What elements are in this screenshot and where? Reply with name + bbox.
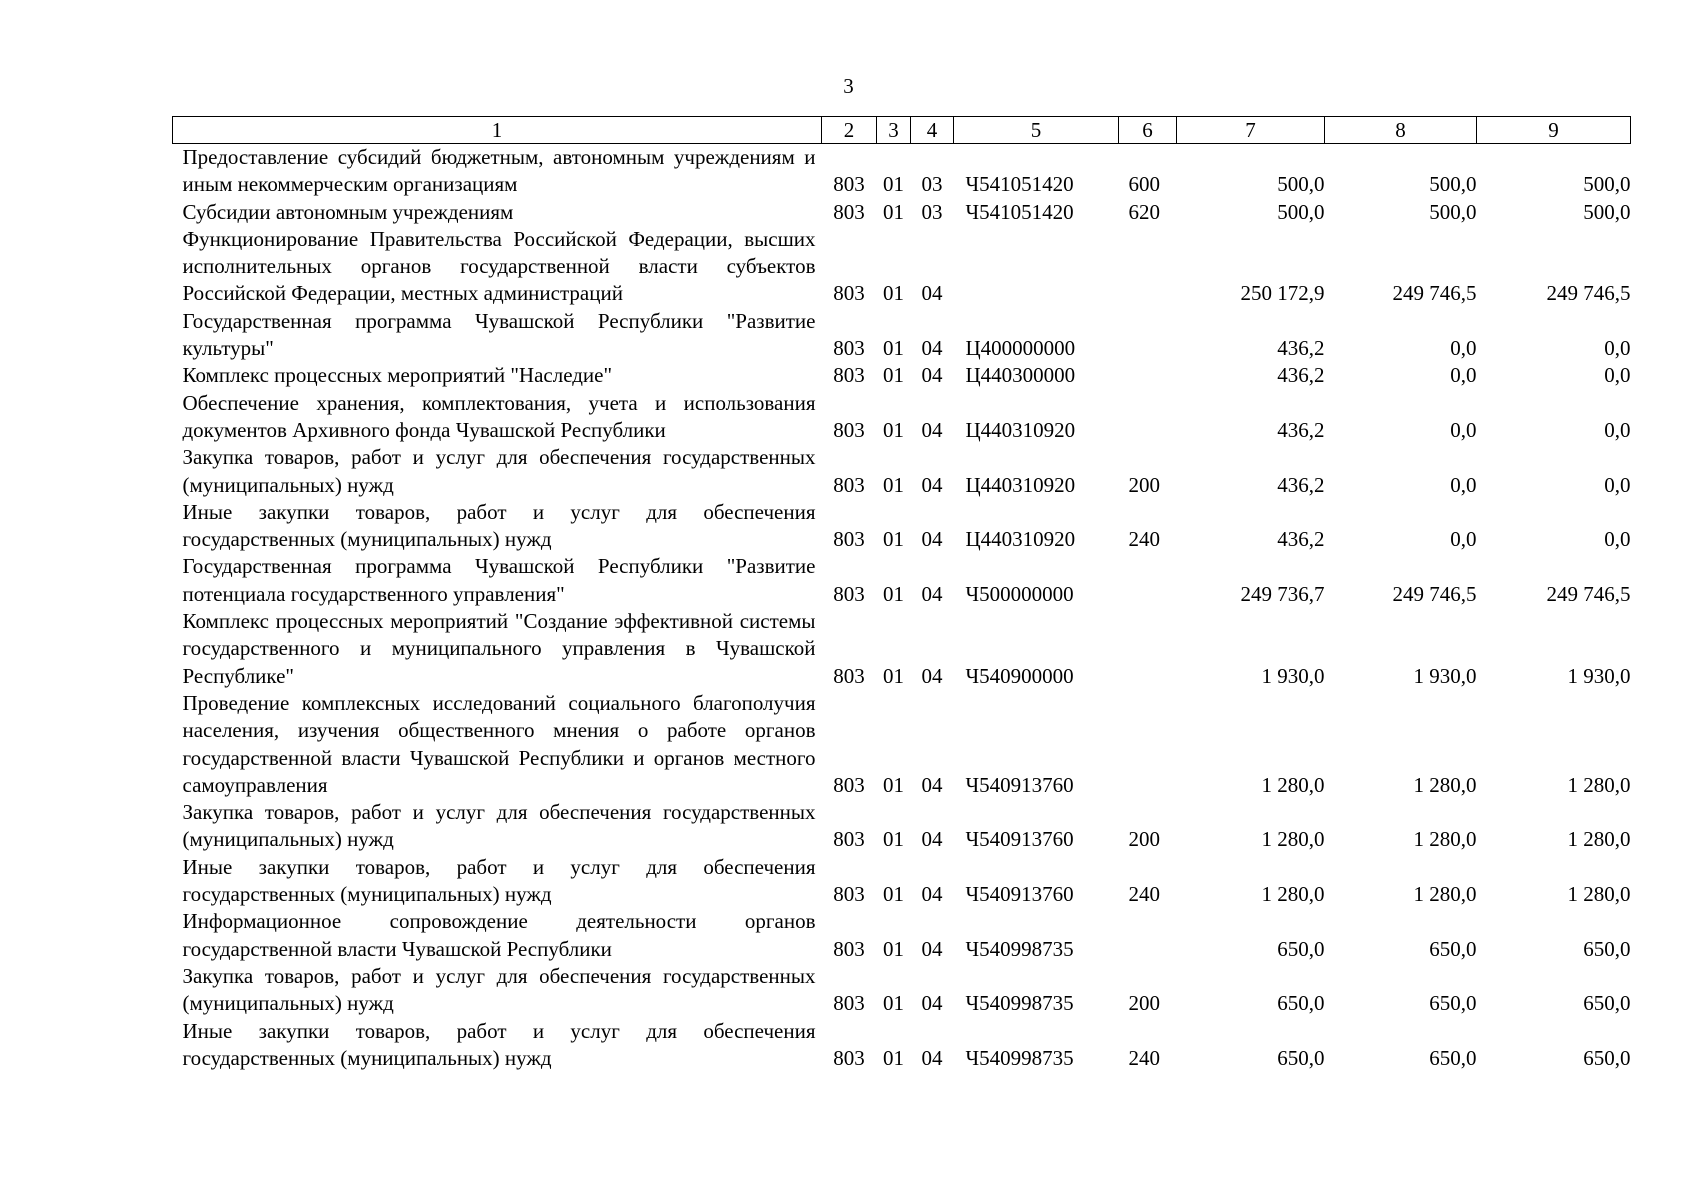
grbs-code-cell: 803 <box>833 472 865 497</box>
amount-col9-cell: 1 280,0 <box>1567 882 1631 907</box>
row-name-cell: Функционирование Правительства Российской Федерации, высших исполнительных органов государственной власти субъектов Российской Федерации, местных администраций <box>182 226 816 306</box>
target-article-cell: Ц440310920 <box>965 417 1076 442</box>
column-header: 1 <box>173 117 822 144</box>
section-code-cell: 01 <box>883 936 904 961</box>
target-article-cell: Ч540913760 <box>965 882 1074 907</box>
section-code-cell: 01 <box>883 581 904 606</box>
amount-col8-cell: 0,0 <box>1450 336 1477 361</box>
target-article-cell: Ц440310920 <box>965 527 1076 552</box>
target-article-cell: Ч500000000 <box>965 581 1074 606</box>
grbs-code-cell: 803 <box>833 1045 865 1070</box>
subsection-code-cell: 04 <box>921 663 943 688</box>
target-article-cell: Ч540998735 <box>965 991 1074 1016</box>
column-header: 4 <box>911 117 954 144</box>
amount-col8-cell: 650,0 <box>1429 1045 1477 1070</box>
amount-col8-cell: 1 280,0 <box>1413 882 1477 907</box>
section-code-cell: 01 <box>883 363 904 388</box>
subsection-code-cell: 04 <box>921 772 943 797</box>
target-article-cell: Ч540913760 <box>965 772 1074 797</box>
grbs-code-cell: 803 <box>833 199 865 224</box>
amount-col9-cell: 650,0 <box>1583 991 1631 1016</box>
column-header: 6 <box>1119 117 1177 144</box>
expense-type-cell: 620 <box>1128 199 1160 224</box>
amount-col7-cell: 1 280,0 <box>1261 827 1325 852</box>
column-header: 3 <box>877 117 911 144</box>
column-header: 9 <box>1477 117 1631 144</box>
subsection-code-cell: 04 <box>921 936 943 961</box>
section-code-cell: 01 <box>883 527 904 552</box>
grbs-code-cell: 803 <box>833 991 865 1016</box>
amount-col9-cell: 650,0 <box>1583 936 1631 961</box>
amount-col8-cell: 1 280,0 <box>1413 827 1477 852</box>
amount-col9-cell: 0,0 <box>1604 472 1631 497</box>
amount-col9-cell: 650,0 <box>1583 1045 1631 1070</box>
target-article-cell: Ч541051420 <box>965 172 1074 197</box>
table-body <box>173 144 1631 1073</box>
amount-col7-cell: 650,0 <box>1277 936 1325 961</box>
section-code-cell: 01 <box>883 663 904 688</box>
amount-col8-cell: 0,0 <box>1450 527 1477 552</box>
amount-col8-cell: 0,0 <box>1450 363 1477 388</box>
amount-col9-cell: 249 746,5 <box>1546 581 1631 606</box>
subsection-code-cell: 04 <box>921 827 943 852</box>
amount-col7-cell: 249 736,7 <box>1240 581 1325 606</box>
table-row <box>173 499 1631 554</box>
target-article-cell: Ч540900000 <box>965 663 1074 688</box>
amount-col8-cell: 650,0 <box>1429 991 1477 1016</box>
section-code-cell: 01 <box>883 336 904 361</box>
grbs-code-cell: 803 <box>833 663 865 688</box>
amount-col9-cell: 1 930,0 <box>1567 663 1631 688</box>
amount-col7-cell: 436,2 <box>1277 417 1325 442</box>
expense-type-cell <box>1119 226 1177 308</box>
column-header: 8 <box>1325 117 1477 144</box>
target-article-cell: Ц440310920 <box>965 472 1076 497</box>
table-row <box>173 608 1631 690</box>
row-name-cell: Иные закупки товаров, работ и услуг для обеспечения государственных (муниципальных) нужд <box>182 499 816 552</box>
section-code-cell: 01 <box>883 827 904 852</box>
table-row <box>173 362 1631 389</box>
table-row <box>173 908 1631 963</box>
subsection-code-cell: 04 <box>921 336 943 361</box>
amount-col7-cell: 650,0 <box>1277 991 1325 1016</box>
amount-col9-cell: 1 280,0 <box>1567 827 1631 852</box>
row-name-cell: Закупка товаров, работ и услуг для обеспечения государственных (муниципальных) нужд <box>182 963 816 1016</box>
grbs-code-cell: 803 <box>833 527 865 552</box>
amount-col7-cell: 1 280,0 <box>1261 882 1325 907</box>
target-article-cell: Ч540913760 <box>965 827 1074 852</box>
expense-type-cell: 240 <box>1128 882 1160 907</box>
grbs-code-cell: 803 <box>833 281 865 306</box>
target-article-cell: Ц440300000 <box>965 363 1076 388</box>
subsection-code-cell: 04 <box>921 1045 943 1070</box>
expense-type-cell <box>1119 390 1177 445</box>
amount-col8-cell: 1 930,0 <box>1413 663 1477 688</box>
table-row <box>173 553 1631 608</box>
table-row <box>173 690 1631 799</box>
section-code-cell: 01 <box>883 281 904 306</box>
subsection-code-cell: 04 <box>921 527 943 552</box>
target-article-cell <box>954 226 1119 308</box>
subsection-code-cell: 04 <box>921 581 943 606</box>
amount-col9-cell: 0,0 <box>1604 363 1631 388</box>
row-name-cell: Закупка товаров, работ и услуг для обеспечения государственных (муниципальных) нужд <box>182 800 816 852</box>
table-row <box>173 963 1631 1018</box>
table-row <box>173 1018 1631 1073</box>
amount-col8-cell: 650,0 <box>1429 936 1477 961</box>
expense-type-cell <box>1119 908 1177 963</box>
target-article-cell: Ч540998735 <box>965 1045 1074 1070</box>
amount-col7-cell: 436,2 <box>1277 336 1325 361</box>
expense-type-cell: 240 <box>1128 527 1160 552</box>
table-row <box>173 199 1631 226</box>
amount-col7-cell: 1 930,0 <box>1261 663 1325 688</box>
expense-type-cell <box>1119 553 1177 608</box>
target-article-cell: Ц400000000 <box>965 336 1076 361</box>
amount-col8-cell: 1 280,0 <box>1413 772 1477 797</box>
amount-col7-cell: 250 172,9 <box>1240 281 1325 306</box>
column-header: 7 <box>1177 117 1325 144</box>
grbs-code-cell: 803 <box>833 882 865 907</box>
subsection-code-cell: 04 <box>921 281 943 306</box>
row-name-cell: Комплекс процессных мероприятий "Создание эффективной системы государственного и муниципального управления в Чувашской Республике" <box>182 609 816 688</box>
expense-type-cell <box>1119 362 1177 389</box>
column-header: 2 <box>822 117 877 144</box>
amount-col9-cell: 1 280,0 <box>1567 772 1631 797</box>
row-name-cell: Комплекс процессных мероприятий "Наследие" <box>182 363 613 388</box>
amount-col8-cell: 0,0 <box>1450 417 1477 442</box>
row-name-cell: Обеспечение хранения, комплектования, учета и использования документов Архивного фонда Чувашской Республики <box>182 390 816 442</box>
row-name-cell: Субсидии автономным учреждениям <box>182 199 514 224</box>
grbs-code-cell: 803 <box>833 417 865 442</box>
subsection-code-cell: 04 <box>921 417 943 442</box>
amount-col8-cell: 249 746,5 <box>1392 281 1477 306</box>
expense-type-cell: 200 <box>1128 827 1160 852</box>
section-code-cell: 01 <box>883 199 904 224</box>
subsection-code-cell: 04 <box>921 991 943 1016</box>
amount-col9-cell: 0,0 <box>1604 527 1631 552</box>
row-name-cell: Государственная программа Чувашской Республики "Развитие потенциала государственного управления" <box>182 554 816 606</box>
grbs-code-cell: 803 <box>833 336 865 361</box>
section-code-cell: 01 <box>883 1045 904 1070</box>
amount-col7-cell: 1 280,0 <box>1261 772 1325 797</box>
section-code-cell: 01 <box>883 991 904 1016</box>
table-row <box>173 226 1631 308</box>
budget-table <box>172 116 1631 1072</box>
expense-type-cell: 600 <box>1128 172 1160 197</box>
row-name-cell: Предоставление субсидий бюджетным, автономным учреждениям и иным некоммерческим организациям <box>182 145 816 197</box>
table-row <box>173 390 1631 445</box>
subsection-code-cell: 03 <box>921 172 943 197</box>
row-name-cell: Информационное сопровождение деятельности органов государственной власти Чувашской Республики <box>182 909 816 961</box>
row-name-cell: Государственная программа Чувашской Республики "Развитие культуры" <box>182 308 816 361</box>
grbs-code-cell: 803 <box>833 827 865 852</box>
row-name-cell: Иные закупки товаров, работ и услуг для обеспечения государственных (муниципальных) нужд <box>182 1018 816 1070</box>
amount-col7-cell: 436,2 <box>1277 527 1325 552</box>
amount-col7-cell: 500,0 <box>1277 172 1325 197</box>
expense-type-cell: 240 <box>1128 1045 1160 1070</box>
table-row <box>173 144 1631 199</box>
expense-type-cell <box>1119 608 1177 690</box>
row-name-cell: Проведение комплексных исследований социального благополучия населения, изучения общественного мнения о работе органов государственной власти Чувашской Республики и органов местного самоуправления <box>182 690 816 797</box>
amount-col9-cell: 0,0 <box>1604 336 1631 361</box>
expense-type-cell: 200 <box>1128 472 1160 497</box>
section-code-cell: 01 <box>883 472 904 497</box>
row-name-cell: Закупка товаров, работ и услуг для обеспечения государственных (муниципальных) нужд <box>182 445 816 497</box>
table-row <box>173 799 1631 854</box>
section-code-cell: 01 <box>883 772 904 797</box>
grbs-code-cell: 803 <box>833 581 865 606</box>
amount-col8-cell: 0,0 <box>1450 472 1477 497</box>
subsection-code-cell: 03 <box>921 199 943 224</box>
amount-col8-cell: 249 746,5 <box>1392 581 1477 606</box>
amount-col7-cell: 500,0 <box>1277 199 1325 224</box>
amount-col8-cell: 500,0 <box>1429 199 1477 224</box>
expense-type-cell: 200 <box>1128 991 1160 1016</box>
section-code-cell: 01 <box>883 882 904 907</box>
column-number-row <box>173 117 1631 144</box>
page-number: 3 <box>843 74 854 98</box>
amount-col7-cell: 650,0 <box>1277 1045 1325 1070</box>
section-code-cell: 01 <box>883 417 904 442</box>
table-row <box>173 854 1631 909</box>
amount-col7-cell: 436,2 <box>1277 472 1325 497</box>
subsection-code-cell: 04 <box>921 472 943 497</box>
table-row <box>173 308 1631 363</box>
grbs-code-cell: 803 <box>833 936 865 961</box>
grbs-code-cell: 803 <box>833 772 865 797</box>
amount-col9-cell: 500,0 <box>1583 172 1631 197</box>
subsection-code-cell: 04 <box>921 882 943 907</box>
row-name-cell: Иные закупки товаров, работ и услуг для обеспечения государственных (муниципальных) нужд <box>182 854 816 907</box>
expense-type-cell <box>1119 308 1177 363</box>
expense-type-cell <box>1119 690 1177 799</box>
grbs-code-cell: 803 <box>833 363 865 388</box>
grbs-code-cell: 803 <box>833 172 865 197</box>
amount-col9-cell: 500,0 <box>1583 199 1631 224</box>
table-row <box>173 444 1631 499</box>
amount-col8-cell: 500,0 <box>1429 172 1477 197</box>
amount-col7-cell: 436,2 <box>1277 363 1325 388</box>
column-header: 5 <box>954 117 1119 144</box>
section-code-cell: 01 <box>883 172 904 197</box>
subsection-code-cell: 04 <box>921 363 943 388</box>
amount-col9-cell: 0,0 <box>1604 417 1631 442</box>
amount-col9-cell: 249 746,5 <box>1546 281 1631 306</box>
target-article-cell: Ч540998735 <box>965 936 1074 961</box>
target-article-cell: Ч541051420 <box>965 199 1074 224</box>
